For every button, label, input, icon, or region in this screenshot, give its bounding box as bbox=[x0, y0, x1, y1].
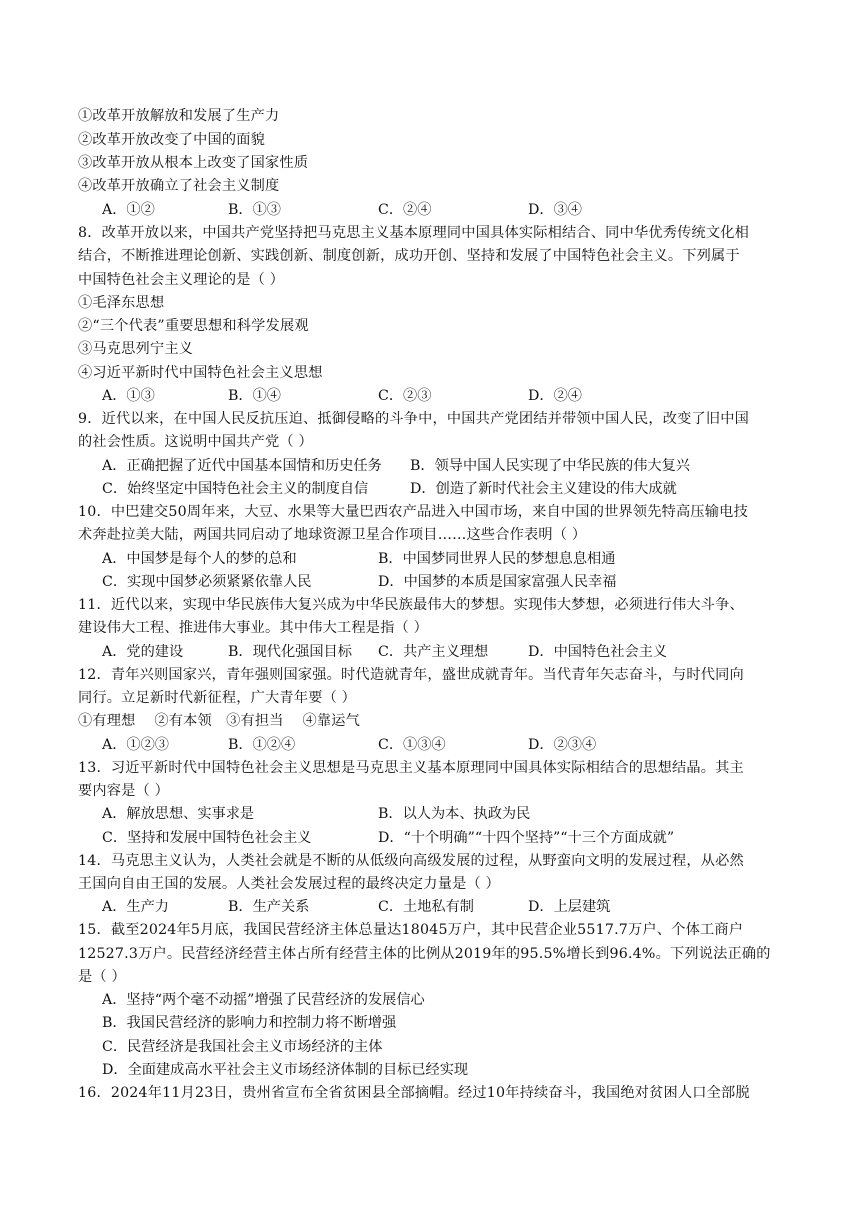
q8-option-d: D．②④ bbox=[528, 388, 582, 404]
q9-option-b: B．领导中国人民实现了中华民族的伟大复兴 bbox=[410, 458, 690, 474]
q12-option-d: D．②③④ bbox=[528, 737, 597, 753]
q10-option-b: B．中国梦同世界人民的梦想息息相通 bbox=[378, 551, 616, 567]
q8-item-1: ①毛泽东思想 bbox=[78, 295, 165, 311]
q12-option-c: C．①③④ bbox=[378, 737, 446, 753]
q14-option-c: C．土地私有制 bbox=[378, 899, 474, 915]
q10-option-a: A．中国梦是每个人的梦的总和 bbox=[102, 551, 297, 567]
q9-stem-line-2: 的社会性质。这说明中国共产党（ ） bbox=[78, 434, 313, 450]
q11-option-a: A．党的建设 bbox=[102, 644, 184, 660]
q7-item-3: ③改革开放从根本上改变了国家性质 bbox=[78, 155, 309, 171]
q10-option-c: C．实现中国梦必须紧紧依靠人民 bbox=[102, 574, 312, 590]
q13-stem-line-2: 要内容是（ ） bbox=[78, 783, 170, 799]
q8-stem-line-2: 结合，不断推进理论创新、实践创新、制度创新，成功开创、坚持和发展了中国特色社会主义。下列属于 bbox=[78, 248, 740, 264]
q16-stem-line-1: 16．2024年11月23日，贵州省宣布全省贫困县全部摘帽。经过10年持续奋斗，我国绝对贫困人口全部脱 bbox=[78, 1085, 750, 1101]
q11-option-c: C．共产主义理想 bbox=[378, 644, 489, 660]
q15-stem-line-2: 12527.3万户。民营经济经营主体占所有经营主体的比例从2019年的95.5%增长到96.4%。下列说法正确的 bbox=[78, 946, 771, 962]
q14-stem-line-2: 王国向自由王国的发展。人类社会发展过程的最终决定力量是（ ） bbox=[78, 876, 500, 892]
q8-item-4: ④习近平新时代中国特色社会主义思想 bbox=[78, 365, 323, 381]
q8-item-3: ③马克思列宁主义 bbox=[78, 341, 194, 357]
q7-option-b: B．①③ bbox=[228, 202, 281, 218]
q12-stem-line-1: 12．青年兴则国家兴，青年强则国家强。时代造就青年，盛世成就青年。当代青年矢志奋斗，与时代同向 bbox=[78, 667, 744, 683]
q13-stem-line-1: 13．习近平新时代中国特色社会主义思想是马克思主义基本原理同中国具体实际相结合的思想结晶。其主 bbox=[78, 760, 744, 776]
q8-item-2: ②“三个代表”重要思想和科学发展观 bbox=[78, 318, 309, 334]
q11-option-b: B．现代化强国目标 bbox=[228, 644, 352, 660]
q14-option-a: A．生产力 bbox=[102, 899, 169, 915]
q7-option-a: A．①② bbox=[102, 202, 155, 218]
q7-item-4: ④改革开放确立了社会主义制度 bbox=[78, 178, 280, 194]
q7-option-d: D．③④ bbox=[528, 202, 582, 218]
q14-stem-line-1: 14．马克思主义认为，人类社会就是不断的从低级向高级发展的过程，从野蛮向文明的发展过程，从必然 bbox=[78, 853, 744, 869]
q9-option-d: D．创造了新时代社会主义建设的伟大成就 bbox=[410, 481, 677, 497]
q9-stem-line-1: 9．近代以来，在中国人民反抗压迫、抵御侵略的斗争中，中国共产党团结并带领中国人民，改变了旧中国 bbox=[78, 411, 750, 427]
q9-option-a: A．正确把握了近代中国基本国情和历史任务 bbox=[102, 458, 382, 474]
q12-option-a: A．①②③ bbox=[102, 737, 169, 753]
q12-option-b: B．①②④ bbox=[228, 737, 296, 753]
q10-option-d: D．中国梦的本质是国家富强人民幸福 bbox=[378, 574, 617, 590]
q13-option-d: D．“十个明确”“十四个坚持”“十三个方面成就” bbox=[378, 830, 675, 846]
q14-option-d: D．上层建筑 bbox=[528, 899, 611, 915]
q13-option-a: A．解放思想、实事求是 bbox=[102, 806, 255, 822]
q8-option-b: B．①④ bbox=[228, 388, 281, 404]
q11-stem-line-1: 11．近代以来，实现中华民族伟大复兴成为中华民族最伟大的梦想。实现伟大梦想，必须进行伟大斗争、 bbox=[78, 597, 744, 613]
q11-option-d: D．中国特色社会主义 bbox=[528, 644, 668, 660]
q15-option-a: A．坚持“两个毫不动摇”增强了民营经济的发展信心 bbox=[102, 992, 425, 1008]
q15-option-b: B．我国民营经济的影响力和控制力将不断增强 bbox=[102, 1015, 397, 1031]
q8-option-c: C．②③ bbox=[378, 388, 432, 404]
q15-option-c: C．民营经济是我国社会主义市场经济的主体 bbox=[102, 1039, 383, 1055]
q9-option-c: C．始终坚定中国特色社会主义的制度自信 bbox=[102, 481, 369, 497]
q15-option-d: D．全面建成高水平社会主义市场经济体制的目标已经实现 bbox=[102, 1062, 469, 1078]
q8-option-a: A．①③ bbox=[102, 388, 155, 404]
q14-option-b: B．生产关系 bbox=[228, 899, 310, 915]
q13-option-b: B．以人为本、执政为民 bbox=[378, 806, 531, 822]
q15-stem-line-3: 是（ ） bbox=[78, 969, 126, 985]
q7-option-c: C．②④ bbox=[378, 202, 432, 218]
q12-items: ①有理想 ②有本领 ③有担当 ④靠运气 bbox=[78, 713, 361, 729]
q12-stem-line-2: 同行。立足新时代新征程，广大青年要（ ） bbox=[78, 690, 357, 706]
q10-stem-line-2: 术奔赴拉美大陆，两国共同启动了地球资源卫星合作项目……这些合作表明（ ） bbox=[78, 527, 587, 543]
q10-stem-line-1: 10．中巴建交50周年来，大豆、水果等大量巴西农产品进入中国市场，来自中国的世界领先特高压输电技 bbox=[78, 504, 748, 520]
q8-stem-line-3: 中国特色社会主义理论的是（ ） bbox=[78, 272, 285, 288]
q11-stem-line-2: 建设伟大工程、推进伟大事业。其中伟大工程是指（ ） bbox=[78, 620, 429, 636]
q7-item-2: ②改革开放改变了中国的面貌 bbox=[78, 132, 266, 148]
q13-option-c: C．坚持和发展中国特色社会主义 bbox=[102, 830, 312, 846]
q7-item-1: ①改革开放解放和发展了生产力 bbox=[78, 108, 280, 124]
q8-stem-line-1: 8．改革开放以来，中国共产党坚持把马克思主义基本原理同中国具体实际相结合、同中华优秀传统文化相 bbox=[78, 225, 750, 241]
q15-stem-line-1: 15．截至2024年5月底，我国民营经济主体总量达18045万户，其中民营企业5517.7万户、个体工商户 bbox=[78, 922, 744, 938]
